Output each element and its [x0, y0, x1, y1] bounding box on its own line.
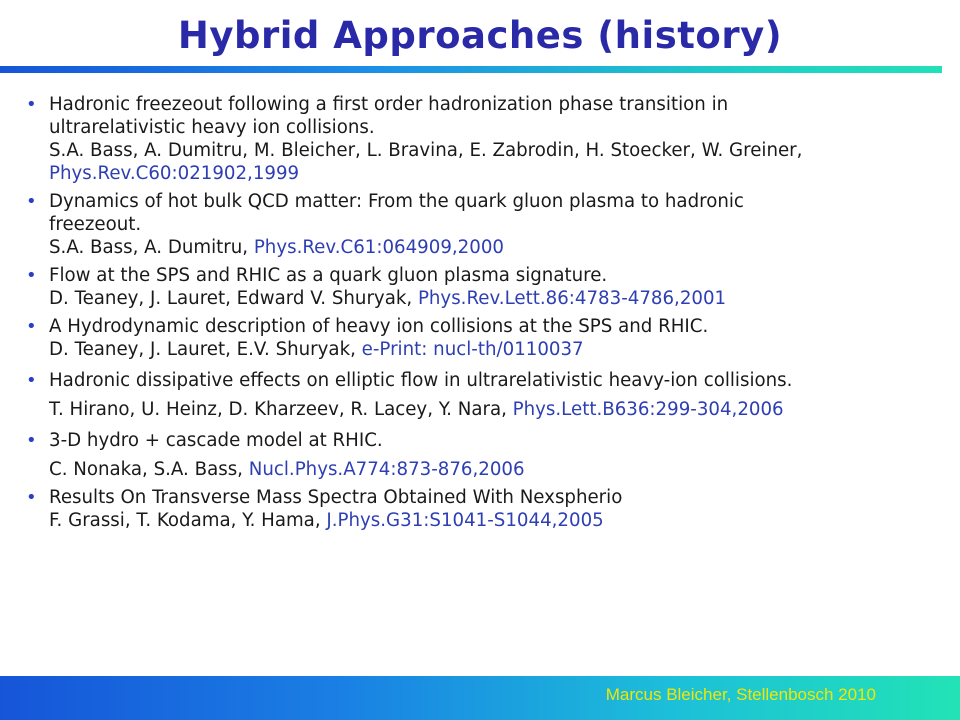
- title-underline-bar: [0, 66, 942, 73]
- paper-title-line1: Dynamics of hot bulk QCD matter: From the quark gluon plasma to hadronic: [49, 191, 744, 212]
- bullet-icon: •: [26, 430, 37, 451]
- list-item: [26, 315, 956, 361]
- bullet-icon: •: [26, 191, 37, 212]
- paper-authors: S.A. Bass, A. Dumitru, M. Bleicher, L. Bravina, E. Zabrodin, H. Stoecker, W. Greiner,: [49, 140, 803, 161]
- bullet-icon: •: [26, 487, 37, 508]
- paper-authors: D. Teaney, J. Lauret, E.V. Shuryak,: [49, 339, 362, 360]
- paper-title-line1: Results On Transverse Mass Spectra Obtained With Nexspherio: [49, 487, 623, 508]
- reference-list: [26, 93, 956, 537]
- list-item: [26, 190, 956, 259]
- bullet-icon: •: [26, 370, 37, 391]
- paper-reference-link[interactable]: Nucl.Phys.A774:873-876,2006: [248, 459, 525, 480]
- paper-title-line1: Hadronic dissipative effects on elliptic flow in ultrarelativistic heavy-ion collisions.: [49, 370, 793, 391]
- footer-author-credit: Marcus Bleicher, Stellenbosch 2010: [605, 685, 876, 704]
- paper-title-line2: freezeout.: [49, 214, 142, 235]
- list-item: [26, 93, 956, 185]
- paper-authors: T. Hirano, U. Heinz, D. Kharzeev, R. Lacey, Y. Nara,: [49, 399, 513, 420]
- bullet-icon: •: [26, 316, 37, 337]
- paper-title-line2: ultrarelativistic heavy ion collisions.: [49, 117, 375, 138]
- paper-authors: F. Grassi, T. Kodama, Y. Hama,: [49, 510, 327, 531]
- paper-title-line1: A Hydrodynamic description of heavy ion collisions at the SPS and RHIC.: [49, 316, 709, 337]
- paper-reference-link[interactable]: Phys.Rev.Lett.86:4783-4786,2001: [417, 288, 727, 309]
- list-item: [26, 369, 956, 421]
- paper-title-line1: Hadronic freezeout following a first order hadronization phase transition in: [49, 94, 729, 115]
- paper-authors: C. Nonaka, S.A. Bass,: [49, 459, 249, 480]
- paper-authors: D. Teaney, J. Lauret, Edward V. Shuryak,: [49, 288, 418, 309]
- paper-title-line1: Flow at the SPS and RHIC as a quark gluon plasma signature.: [49, 265, 608, 286]
- bullet-icon: •: [26, 265, 37, 286]
- paper-title-line1: 3-D hydro + cascade model at RHIC.: [49, 430, 383, 451]
- paper-reference-link[interactable]: Phys.Rev.C60:021902,1999: [49, 163, 300, 184]
- list-item: [26, 429, 956, 481]
- paper-reference-link[interactable]: Phys.Rev.C61:064909,2000: [253, 237, 504, 258]
- list-item: [26, 264, 956, 310]
- paper-reference-link[interactable]: e-Print: nucl-th/0110037: [361, 339, 584, 360]
- list-item: [26, 486, 956, 532]
- paper-reference-link[interactable]: Phys.Lett.B636:299-304,2006: [512, 399, 784, 420]
- paper-authors: S.A. Bass, A. Dumitru,: [49, 237, 254, 258]
- bullet-icon: •: [26, 94, 37, 115]
- paper-reference-link[interactable]: J.Phys.G31:S1041-S1044,2005: [326, 510, 604, 531]
- slide-title: Hybrid Approaches (history): [177, 14, 783, 57]
